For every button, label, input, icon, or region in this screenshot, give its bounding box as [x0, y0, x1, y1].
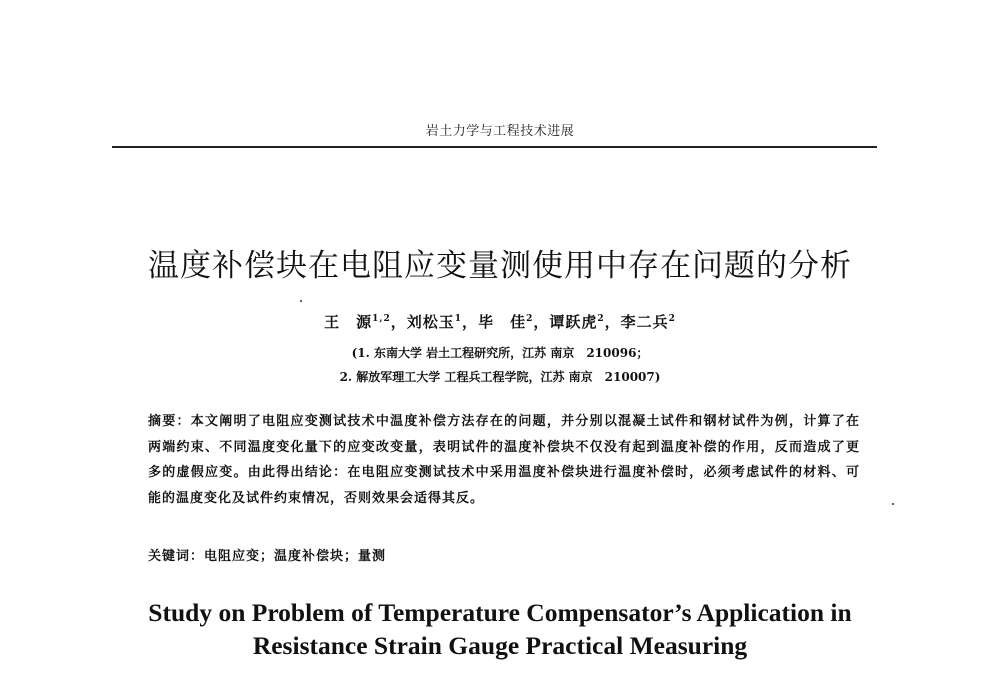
author-separator: ， — [462, 313, 479, 331]
author-name: 毕 佳 — [478, 313, 527, 331]
author-affiliation-mark: 2 — [668, 314, 676, 324]
english-title-line-1: Study on Problem of Temperature Compensator’s Application in — [148, 598, 852, 627]
affiliation-2: 2. 解放军理工大学 工程兵工程学院，江苏 南京 210007) — [339, 370, 661, 384]
author-name: 李二兵 — [620, 313, 669, 331]
keywords-text: 电阻应变；温度补偿块；量测 — [204, 549, 387, 564]
abstract-text: 本文阐明了电阻应变测试技术中温度补偿方法存在的问题，并分别以混凝土试件和钢材试件为例，计算了在两端约束、不同温度变化量下的应变改变量，表明试件的温度补偿块不仅没有起到温度补偿的作用，反而造成了更多的虚假应变。由此得出结论：在电阻应变测试技术中采用温度补偿块进行温度补偿时，必须考虑试件的材料、可能的温度变化及试件约束情况，否则效果会适得其反。 — [148, 414, 860, 506]
author-affiliation-mark: 2 — [597, 314, 605, 324]
affiliation-1: (1. 东南大学 岩土工程研究所，江苏 南京 210096； — [351, 346, 649, 360]
author-affiliation-mark: 1 — [454, 314, 463, 324]
english-title-line-2: Resistance Strain Gauge Practical Measuring — [252, 631, 748, 660]
author-separator: ， — [604, 313, 621, 331]
keywords — [148, 545, 860, 564]
chinese-title: 温度补偿块在电阻应变量测使用中存在问题的分析 — [148, 248, 852, 284]
abstract-label: 摘要： — [148, 414, 191, 429]
author-name: 刘松玉 — [406, 313, 455, 331]
author-separator: ， — [390, 313, 407, 331]
author-affiliation-mark: 2 — [526, 314, 534, 324]
english-title — [0, 596, 1000, 662]
author-list — [0, 311, 1000, 332]
scan-speck — [892, 503, 894, 505]
author-name: 王 源 — [324, 313, 373, 331]
keywords-label: 关键词： — [148, 549, 205, 564]
author-name: 谭跃虎 — [549, 313, 598, 331]
header-rule — [112, 146, 877, 148]
author-affiliation-mark: 1,2 — [372, 314, 391, 324]
abstract — [148, 409, 860, 511]
running-header: 岩土力学与工程技术进展 — [425, 124, 575, 139]
author-separator: ， — [533, 313, 550, 331]
scan-speck — [300, 300, 302, 302]
